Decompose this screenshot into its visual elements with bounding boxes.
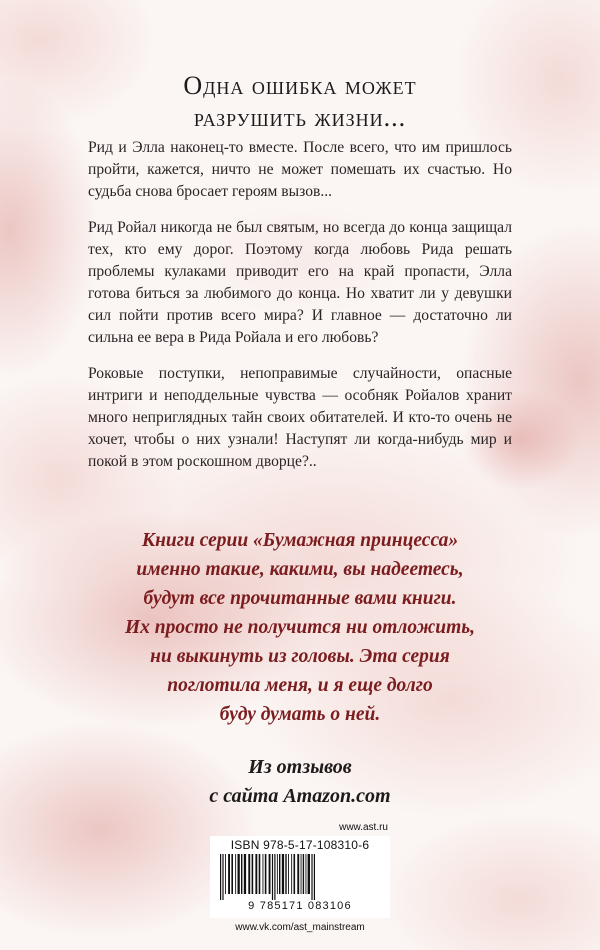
barcode-bar	[303, 854, 304, 894]
barcode-bar	[272, 854, 273, 900]
barcode-bar	[306, 854, 307, 894]
barcode-bar	[311, 854, 312, 900]
tagline-line-1: Одна ошибка может	[183, 71, 417, 100]
barcode-bar	[263, 854, 264, 894]
quote-line-5: ни выкинуть из головы. Эта серия	[150, 646, 450, 667]
barcode-bar	[222, 854, 223, 900]
barcode-bar	[285, 854, 286, 894]
paragraph-2: Рид Ройал никогда не был святым, но всегда до конца защищал тех, кто ему дорог. Поэтому когда любовь Рида решать проблемы кулаками приводит его на край пропасти, Элла готова биться за любимого до конца. Но хватит ли у девушки сил пойти против всего мира? И главное — достаточно ли сильна ее вера в Рида Ройала и его любовь?	[88, 219, 512, 346]
barcode-bar	[294, 854, 296, 894]
review-quote	[60, 526, 540, 729]
barcode-bar	[220, 854, 221, 900]
paragraph-3: Роковые поступки, непоправимые случайности, опасные интриги и неподдельные чувства — особняк Ройалов хранит много неприглядных тайн своих обитателей. И кто-то очень не хочет, чтобы о них узнали! Наступят ли когда-нибудь мир и покой в этом роскошном дворце?..	[88, 365, 512, 470]
publisher-website: www.ast.ru	[339, 822, 388, 833]
source-line-2: с сайта Amazon.com	[209, 785, 391, 807]
barcode-bar	[265, 854, 267, 894]
quote-source	[60, 753, 540, 811]
barcode-bar	[241, 854, 242, 894]
barcode-bar	[277, 854, 278, 894]
barcode-bar	[255, 854, 257, 894]
barcode-bar	[308, 854, 310, 894]
paragraph-1: Рид и Элла наконец-то вместе. После всего, что им пришлось пройти, кажется, ничто не может помешать их счастью. Но судьба снова бросает героям вызов...	[88, 139, 512, 200]
tagline-heading	[40, 70, 560, 134]
barcode-block	[200, 822, 400, 936]
barcode-bar	[282, 854, 284, 894]
barcode-digits: 9 785171 083106	[248, 900, 352, 912]
barcode-bar	[231, 854, 233, 894]
quote-line-1: Книги серии «Бумажная принцесса»	[141, 530, 459, 551]
barcode-bar	[269, 854, 271, 894]
quote-line-4: Их просто не получится ни отложить,	[124, 617, 476, 638]
source-line-1: Из отзывов	[248, 756, 352, 778]
barcode	[218, 854, 382, 900]
annotation-text	[88, 137, 512, 487]
barcode-bar	[279, 854, 280, 894]
isbn-number: ISBN 978-5-17-108310-6	[230, 838, 370, 852]
barcode-bar	[259, 854, 261, 894]
barcode-bar	[274, 854, 275, 900]
barcode-bar	[235, 854, 236, 894]
quote-line-3: будут все прочитанные вами книги.	[143, 588, 457, 609]
quote-line-7: буду думать о ней.	[219, 704, 381, 725]
barcode-bar	[288, 854, 289, 894]
barcode-bar	[297, 854, 299, 894]
barcode-bar	[225, 854, 226, 894]
barcode-bar	[244, 854, 246, 894]
barcode-bar	[228, 854, 230, 894]
tagline-line-2: разрушить жизни...	[193, 103, 407, 132]
quote-line-6: поглотила меня, и я еще долго	[167, 675, 433, 696]
quote-line-2: именно такие, какими, вы надеетесь,	[136, 559, 464, 580]
isbn-panel	[210, 836, 390, 918]
barcode-bar	[291, 854, 292, 894]
barcode-bar	[301, 854, 302, 894]
barcode-bar	[314, 854, 315, 900]
social-website: www.vk.com/ast_mainstream	[235, 922, 365, 933]
barcode-bar	[248, 854, 250, 894]
barcode-bar	[238, 854, 240, 894]
barcode-bar	[252, 854, 254, 894]
